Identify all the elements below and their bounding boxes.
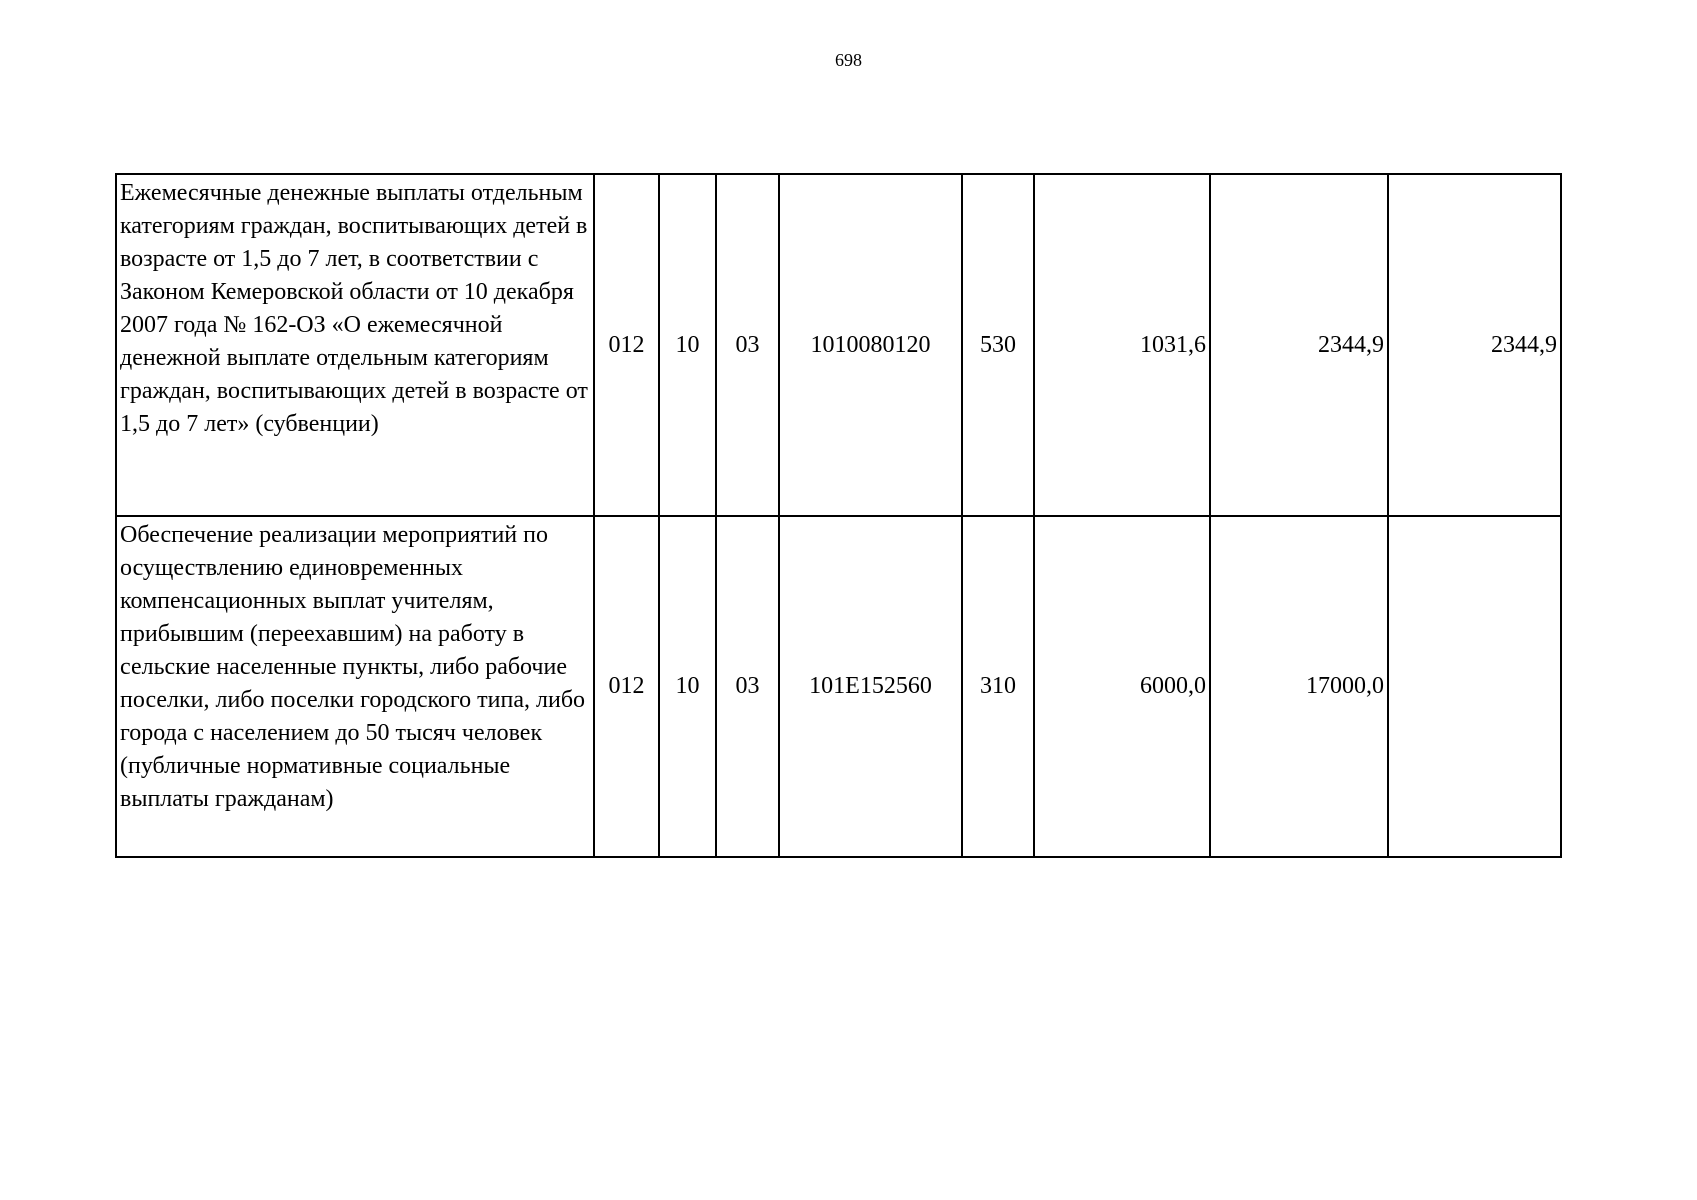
amount-3-cell <box>1388 516 1561 857</box>
amount-3-cell: 2344,9 <box>1388 174 1561 516</box>
amount-1-cell: 6000,0 <box>1034 516 1210 857</box>
subsection-cell: 03 <box>716 174 779 516</box>
row-description: Ежемесячные денежные выплаты отдельным категориям граждан, воспитывающих детей в возрасте от 1,5 до 7 лет, в соответствии с Законом Кемеровской области от 10 декабря 2007 года № 162-ОЗ «О ежемесячной денежной выплате отдельным категориям граждан, воспитывающих детей в возрасте от 1,5 до 7 лет» (субвенции) <box>116 174 594 516</box>
ministry-code-cell: 012 <box>594 516 659 857</box>
expense-type-cell: 530 <box>962 174 1034 516</box>
expense-type-cell: 310 <box>962 516 1034 857</box>
table-row <box>116 174 1561 516</box>
amount-2-cell: 17000,0 <box>1210 516 1388 857</box>
amount-1-cell: 1031,6 <box>1034 174 1210 516</box>
row-description: Обеспечение реализации мероприятий по осуществлению единовременных компенсационных выплат учителям, прибывшим (переехавшим) на работу в сельские населенные пункты, либо рабочие поселки, либо поселки городского типа, либо города с населением до 50 тысяч человек (публичные нормативные социальные выплаты гражданам) <box>116 516 594 857</box>
amount-2-cell: 2344,9 <box>1210 174 1388 516</box>
section-cell: 10 <box>659 174 716 516</box>
target-article-cell: 101E152560 <box>779 516 962 857</box>
section-cell: 10 <box>659 516 716 857</box>
budget-table <box>115 173 1562 858</box>
ministry-code-cell: 012 <box>594 174 659 516</box>
subsection-cell: 03 <box>716 516 779 857</box>
target-article-cell: 1010080120 <box>779 174 962 516</box>
page-number: 698 <box>835 50 862 70</box>
table-row <box>116 516 1561 857</box>
